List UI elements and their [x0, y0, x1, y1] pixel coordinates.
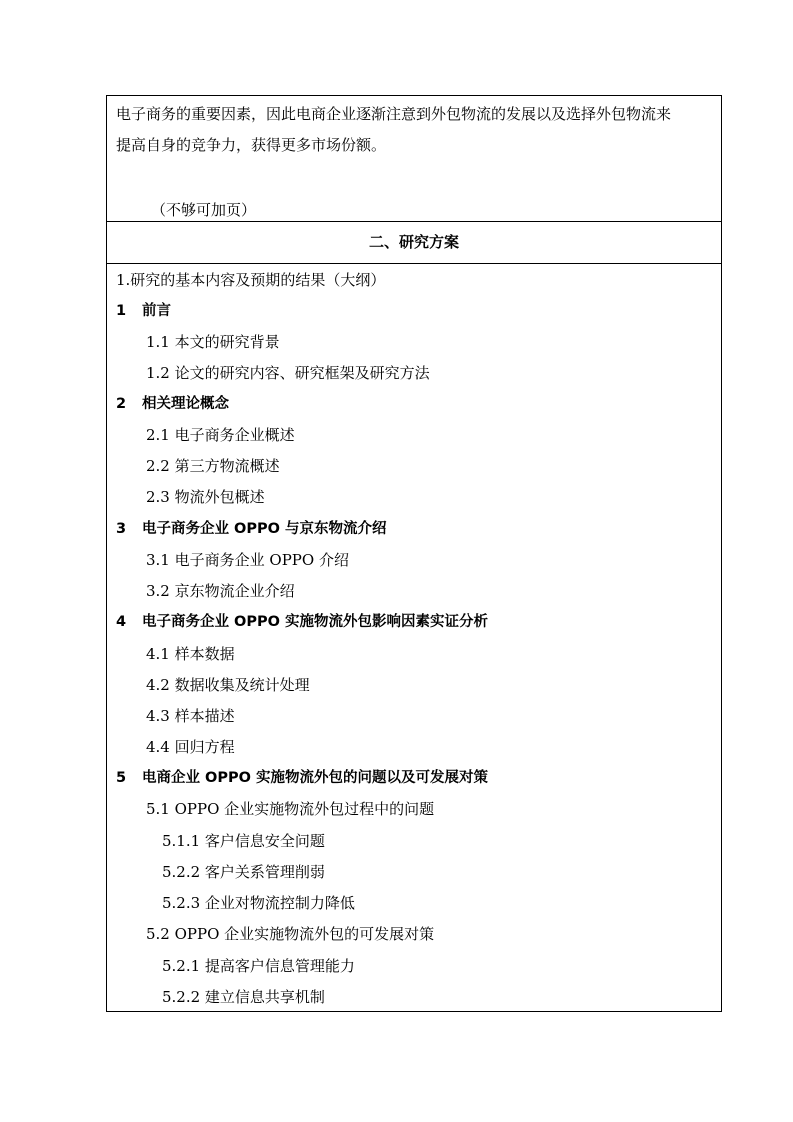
chapter-title: 相关理论概念 [142, 396, 229, 412]
outline-section: 5.2 OPPO 企业实施物流外包的可发展对策 [146, 925, 435, 943]
chapter-number: 5 [116, 770, 127, 786]
section-title: 二、研究方案 [368, 233, 459, 251]
chapter-heading [116, 768, 488, 788]
outline-section: 1.1 本文的研究背景 [146, 333, 280, 351]
chapter-heading [116, 394, 229, 414]
outline-section: 4.3 样本描述 [146, 707, 235, 725]
outline-section: 3.1 电子商务企业 OPPO 介绍 [146, 551, 349, 569]
outline-section: 2.3 物流外包概述 [146, 488, 265, 506]
outline-section: 3.2 京东物流企业介绍 [146, 582, 295, 600]
document-table [106, 95, 722, 1012]
chapter-title: 电子商务企业 OPPO 实施物流外包影响因素实证分析 [142, 614, 489, 630]
chapter-heading [116, 612, 488, 632]
outline-subsection: 5.2.3 企业对物流控制力降低 [162, 894, 355, 912]
outline-section: 4.2 数据收集及统计处理 [146, 676, 310, 694]
paragraph-line: 提高自身的竞争力，获得更多市场份额。 [116, 136, 387, 154]
outline-section: 2.1 电子商务企业概述 [146, 426, 295, 444]
chapter-heading [116, 301, 171, 321]
outline-subsection: 5.1.1 客户信息安全问题 [162, 832, 325, 850]
chapter-number: 2 [116, 396, 127, 412]
outline-cell [107, 264, 721, 1011]
outline-subsection: 5.2.1 提高客户信息管理能力 [162, 957, 355, 975]
chapter-heading [116, 519, 387, 539]
chapter-title: 电子商务企业 OPPO 与京东物流介绍 [142, 521, 387, 537]
chapter-number: 1 [116, 303, 127, 319]
outline-section: 4.4 回归方程 [146, 738, 235, 756]
chapter-number: 3 [116, 521, 127, 537]
chapter-title: 电商企业 OPPO 实施物流外包的问题以及可发展对策 [142, 770, 489, 786]
outline-intro: 1.研究的基本内容及预期的结果（大纲） [116, 271, 386, 289]
outline-section: 5.1 OPPO 企业实施物流外包过程中的问题 [146, 800, 435, 818]
paragraph-line: 电子商务的重要因素，因此电商企业逐渐注意到外包物流的发展以及选择外包物流来 [116, 105, 672, 123]
outline-subsection: 5.2.2 建立信息共享机制 [162, 988, 325, 1006]
outline-section: 1.2 论文的研究内容、研究框架及研究方法 [146, 364, 430, 382]
chapter-number: 4 [116, 614, 127, 630]
chapter-title: 前言 [142, 303, 171, 319]
outline-subsection: 5.2.2 客户关系管理削弱 [162, 863, 325, 881]
outline-section: 4.1 样本数据 [146, 645, 235, 663]
section-header-cell [107, 222, 721, 264]
outline-section: 2.2 第三方物流概述 [146, 457, 280, 475]
page-note: （不够可加页） [151, 201, 257, 219]
table-cell-background [107, 96, 721, 222]
